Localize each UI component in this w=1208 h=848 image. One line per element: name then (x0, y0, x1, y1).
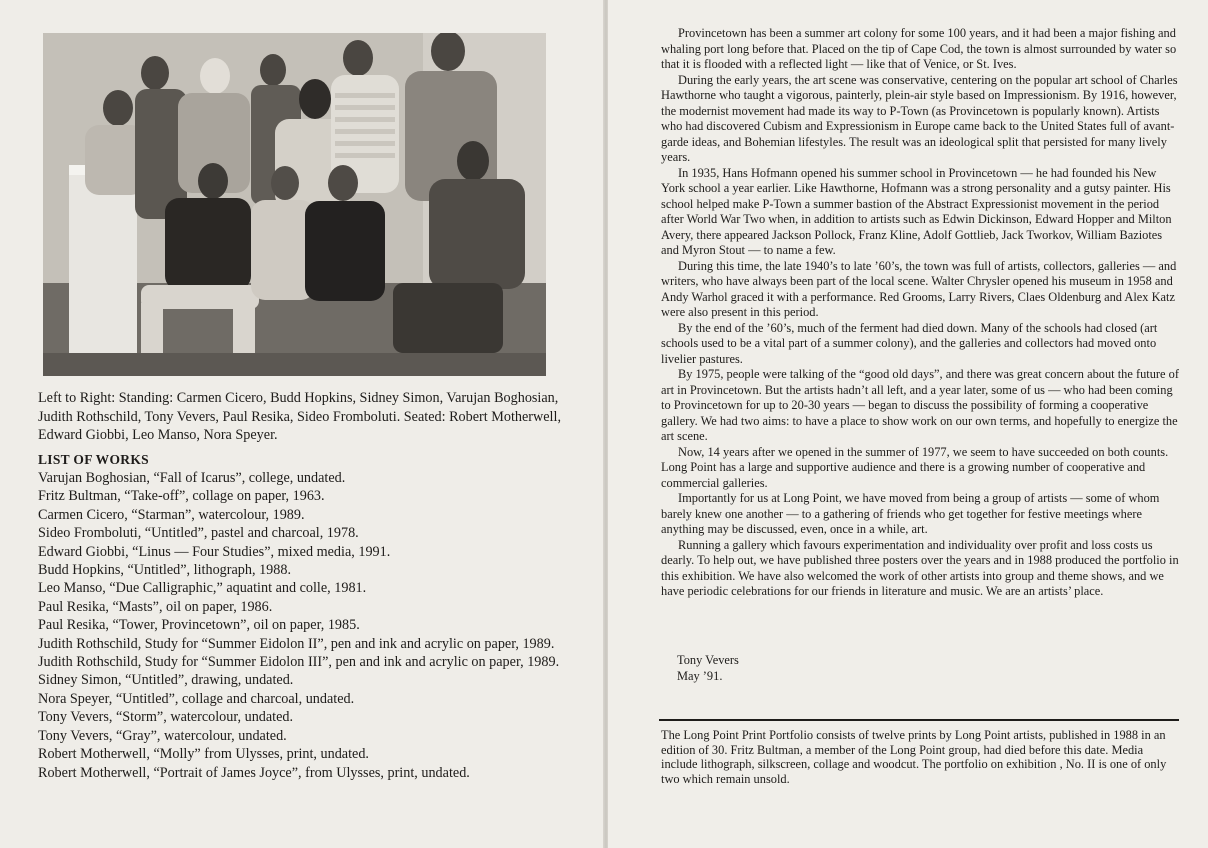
group-photo (43, 33, 546, 376)
list-item: Robert Motherwell, “Portrait of James Joyce”, from Ulysses, print, undated. (38, 764, 470, 781)
essay-paragraph: Now, 14 years after we opened in the summer of 1977, we seem to have succeeded on both counts. Long Point has a large and supportive audience and there is a growing number of cooperative and commercial galleries. (661, 444, 1169, 490)
essay-paragraph: Provincetown has been a summer art colony for some 100 years, and it had been a major fishing and whaling port long before that. Placed on the tip of Cape Cod, the town is almost surrounded by water so that it is flooded with a reflected light — like that of Venice, or St. Ives. (661, 26, 1177, 71)
essay-signature (677, 653, 739, 684)
list-item: Carmen Cicero, “Starman”, watercolour, 1989. (38, 506, 305, 523)
portfolio-note: The Long Point Print Portfolio consists of twelve prints by Long Point artists, published in 1988 in an edition of 30. Fritz Bultman, a member of the Long Point group, had died before this date. Media include lithograph, silkscreen, collage and woodcut. The portfolio on exhibition , No. II is one of only two which remain unsold. (661, 728, 1167, 786)
list-item: Judith Rothschild, Study for “Summer Eidolon II”, pen and ink and acrylic on paper, 1989. (38, 635, 555, 652)
essay-paragraph: During this time, the late 1940’s to late ’60’s, the town was full of artists, collectors, galleries — and writers, who have always been part of the local scene. Walter Chrysler opened his museum in 1958 and Andy Warhol graced it with a performance. Red Grooms, Larry Rivers, Claes Oldenburg and Alex Katz were also present in this period. (661, 258, 1177, 319)
signature-date: May ’91. (677, 668, 723, 683)
list-item: Sidney Simon, “Untitled”, drawing, undated. (38, 672, 294, 689)
essay-paragraph: Importantly for us at Long Point, we have moved from being a group of artists — some of whom barely knew one another — to a gathering of friends who get together for festive meetings where anything may be discussed, even, once in a while, art. (661, 491, 1160, 536)
group-photo-image (43, 33, 546, 376)
list-item: Tony Vevers, “Gray”, watercolour, undated. (38, 727, 287, 744)
essay-paragraph: During the early years, the art scene was conservative, centering on the popular art school of Charles Hawthorne who taught a vigorous, painterly, plein-air style based on Impressionism. By 1916, however, the modernist movement had made its way to P-Town (as Provincetown is popularly known). Artists who had discovered Cubism and Expressionism in Europe came back to the United States full of avant-garde ideas, and Bohemian lifestyles. The result was an ideological split that persisted for many lively years. (661, 72, 1178, 164)
divider-rule (659, 719, 1179, 721)
essay-paragraph: By the end of the ’60’s, much of the ferment had died down. Many of the schools had closed (art schools used to be a vital part of a summer colony), and the galleries and collectors had moved onto livelier pastures. (661, 320, 1158, 366)
list-item: Edward Giobbi, “Linus — Four Studies”, mixed media, 1991. (38, 543, 391, 560)
list-item: Robert Motherwell, “Molly” from Ulysses, print, undated. (38, 746, 369, 763)
essay-paragraph: Running a gallery which favours experimentation and individuality over profit and loss costs us dearly. To help out, we have published three posters over the years and in 1988 produced the portfolio in this exhibition. We have also welcomed the work of other artists into group and theme shows, and we have periodic celebrations for our friends in literature and music. We are an artists’ place. (661, 537, 1179, 598)
list-item: Nora Speyer, “Untitled”, collage and charcoal, undated. (38, 690, 355, 707)
list-of-works (38, 450, 578, 782)
list-item: Varujan Boghosian, “Fall of Icarus”, college, undated. (38, 470, 346, 486)
list-item: Paul Resika, “Tower, Provincetown”, oil on paper, 1985. (38, 617, 360, 634)
list-item: Leo Manso, “Due Calligraphic,” aquatint and colle, 1981. (38, 580, 367, 597)
photo-caption: Left to Right: Standing: Carmen Cicero, Budd Hopkins, Sidney Simon, Varujan Boghosian, Judith Rothschild, Tony Vevers, Paul Resika, Sideo Fromboluti. Seated: Robert Motherwell, Edward Giobbi, Leo Manso, Nora Speyer. (38, 390, 561, 443)
essay-paragraph: By 1975, people were talking of the “good old days”, and there was great concern about the future of art in Provincetown. But the artists hadn’t all left, and a year later, some of us — who had been coming to Provincetown for up to 20-30 years — began to discuss the possibility of forming a cooperative gallery. We had two aims: to have a place to show work on our own terms, and hopefully to energize the art scene. (661, 367, 1179, 443)
list-of-works-heading: LIST OF WORKS (38, 452, 149, 467)
list-item: Judith Rothschild, Study for “Summer Eidolon III”, pen and ink and acrylic on paper, 1989. (38, 654, 560, 671)
essay-paragraph: In 1935, Hans Hofmann opened his summer school in Provincetown — he had founded his New York school a year earlier. Like Hawthorne, Hofmann was a strong personality and a gutsy painter. His school helped make P-Town a summer bastion of the Abstract Expressionist movement in the period after World War Two when, in addition to artists such as Edwin Dickinson, Edward Hopper and Milton Avery, there appeared Jackson Pollock, Franz Kline, Adolf Gottlieb, Jack Tworkov, William Baziotes and Myron Stout — to name a few. (661, 165, 1172, 257)
list-item: Fritz Bultman, “Take-off”, collage on paper, 1963. (38, 488, 325, 505)
list-item: Tony Vevers, “Storm”, watercolour, undated. (38, 709, 294, 726)
signature-name: Tony Vevers (677, 653, 739, 667)
list-item: Budd Hopkins, “Untitled”, lithograph, 1988. (38, 562, 291, 579)
list-item: Paul Resika, “Masts”, oil on paper, 1986. (38, 598, 273, 615)
essay-body (661, 26, 1179, 600)
works-list (38, 469, 578, 782)
list-item: Sideo Fromboluti, “Untitled”, pastel and charcoal, 1978. (38, 525, 359, 542)
